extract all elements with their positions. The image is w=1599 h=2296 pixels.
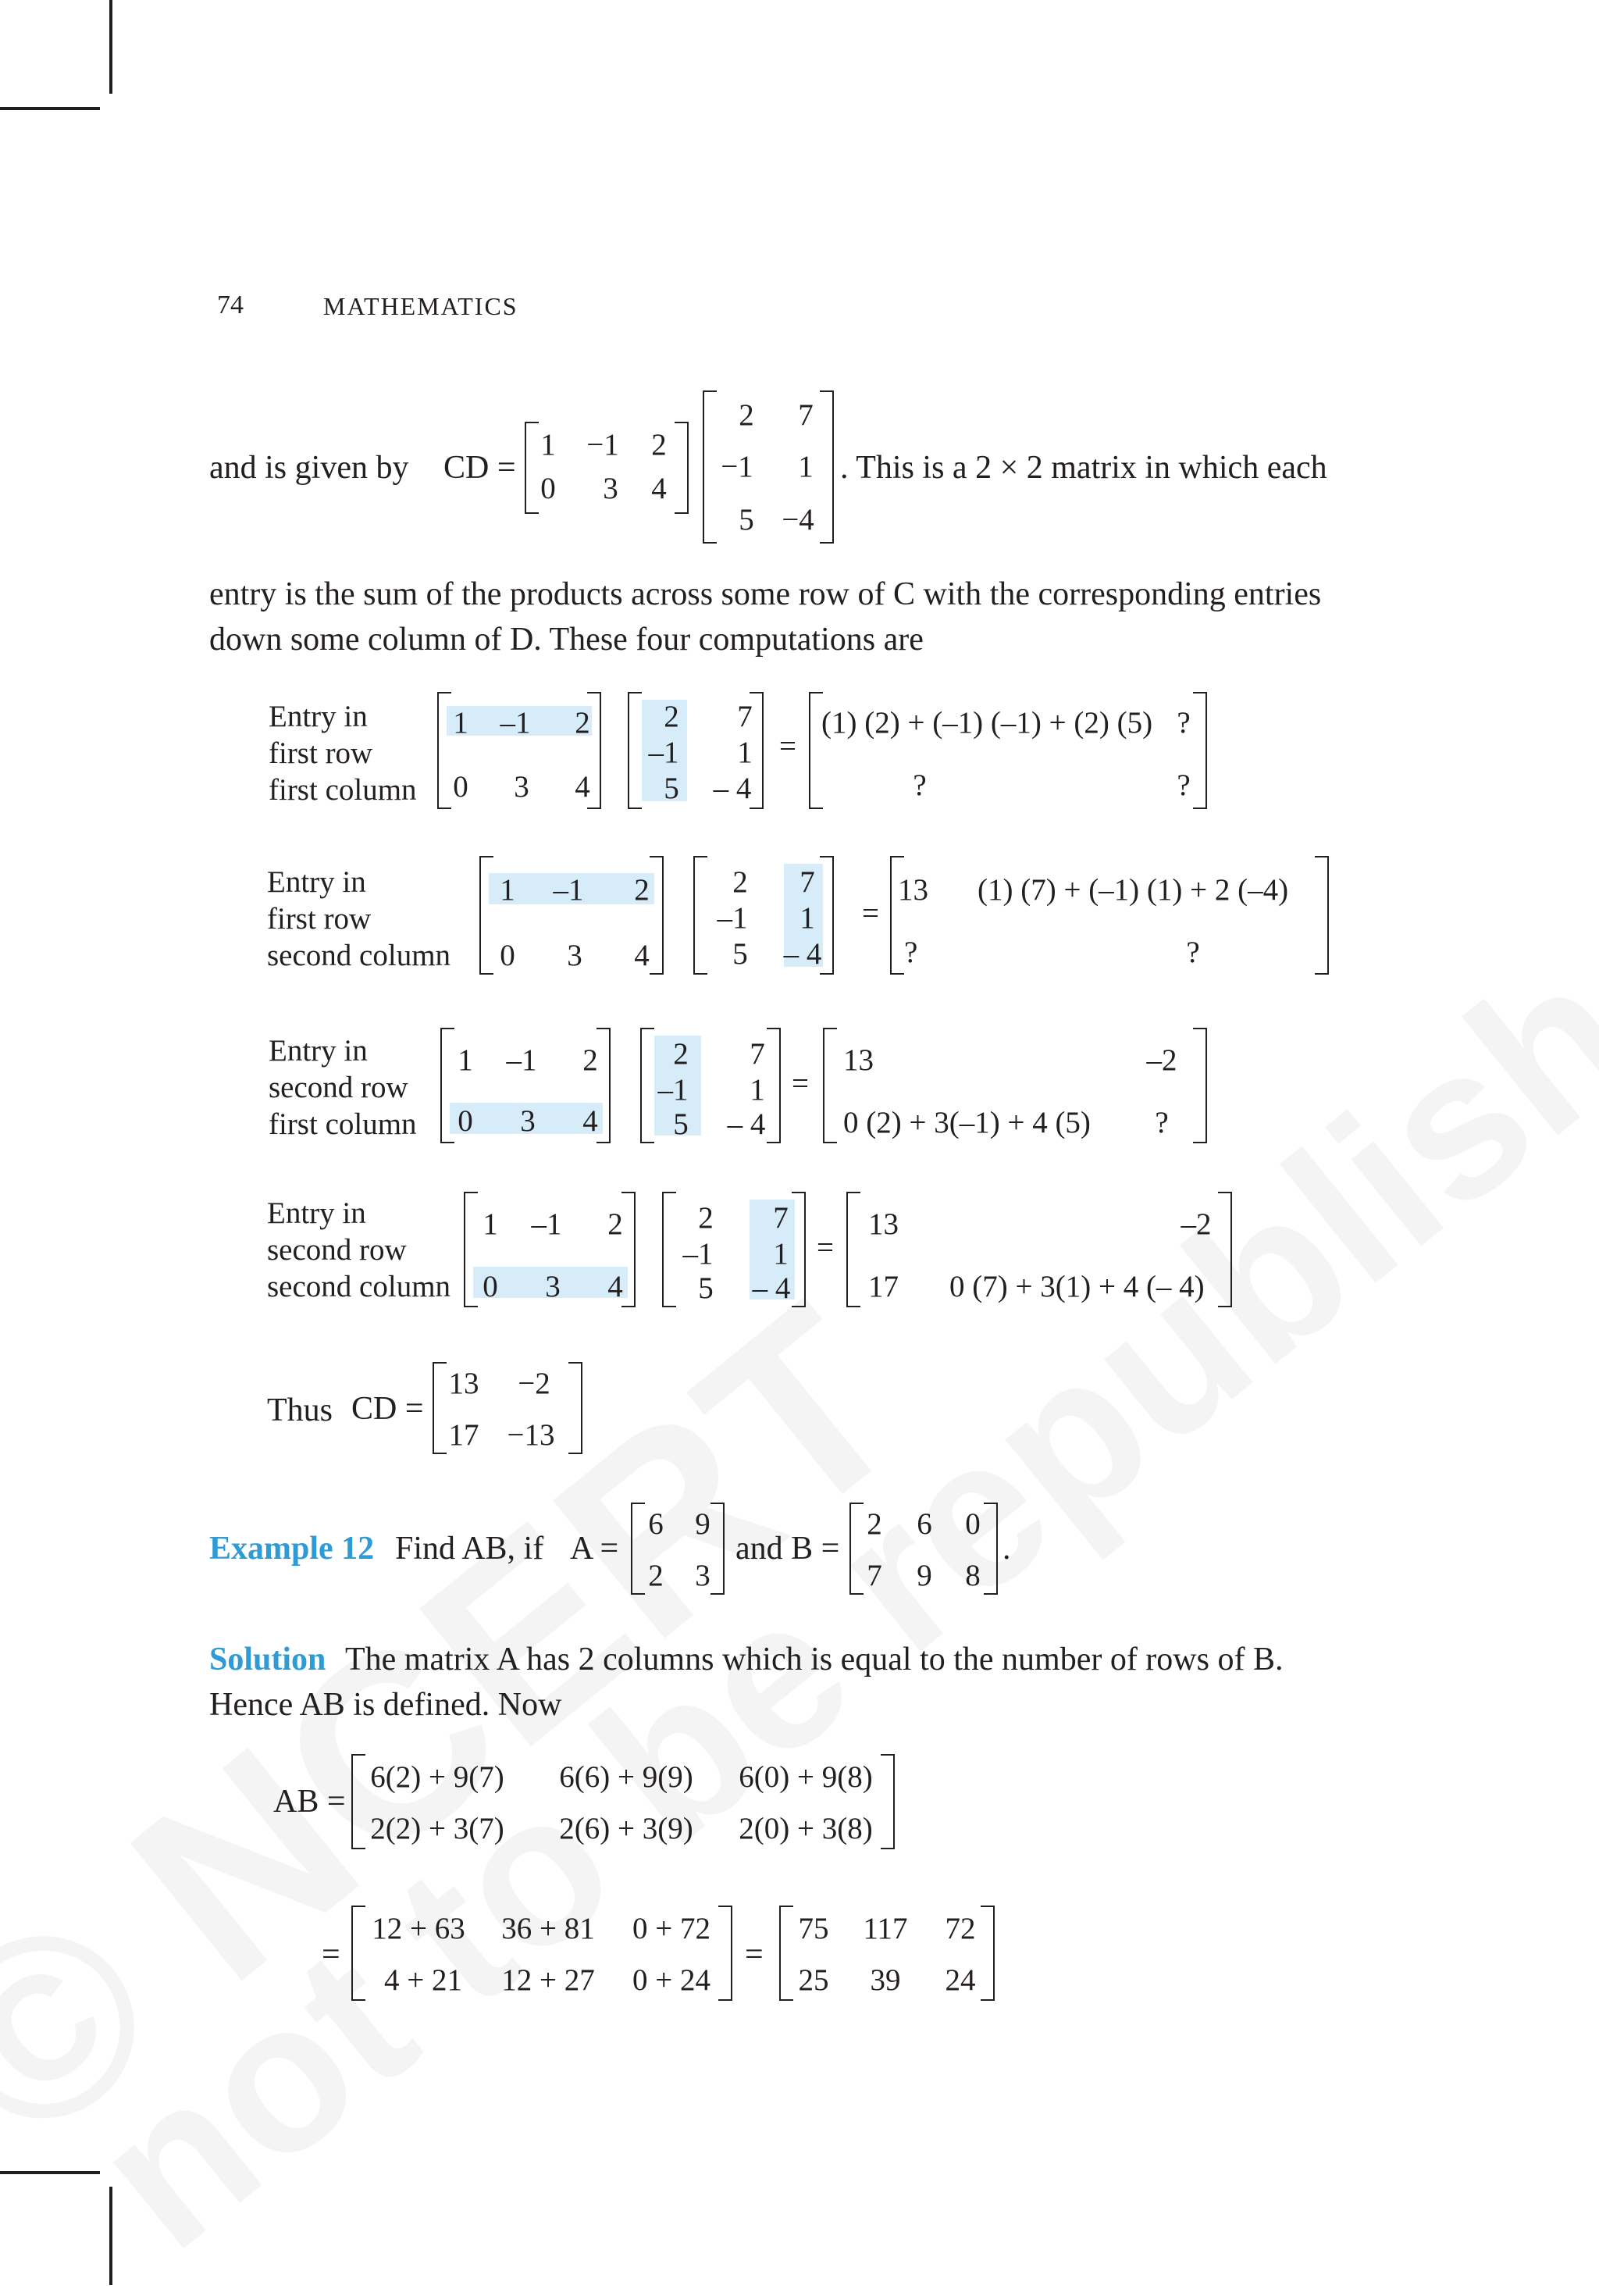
matrix-cell: 5	[698, 1271, 714, 1305]
matrix-cell: 6	[917, 1507, 932, 1541]
matrix-cell: 4 + 21	[384, 1963, 462, 1997]
intro-lead: and is given by	[209, 450, 409, 486]
matrix-cell: 24	[945, 1963, 976, 1997]
matrix-cell: –1	[531, 1207, 562, 1241]
solution-tag: Solution	[209, 1642, 326, 1677]
matrix-d	[640, 1028, 781, 1143]
intro-line3: down some column of D. These four computations are	[209, 622, 924, 658]
matrix-cell: −1	[721, 450, 753, 483]
crop-mark	[0, 2171, 100, 2174]
matrix-cell: 7	[867, 1559, 882, 1592]
crop-mark	[0, 107, 100, 110]
matrix-cell: 13	[868, 1207, 899, 1241]
matrix-cell: 6(0) + 9(8)	[739, 1760, 873, 1794]
cd-label: CD =	[443, 450, 516, 486]
matrix-cell: 1	[483, 1207, 498, 1241]
matrix-cell: – 4	[713, 772, 752, 805]
matrix-cell: (1) (7) + (–1) (1) + 2 (–4)	[978, 873, 1289, 907]
matrix-cell: 2	[607, 1207, 623, 1241]
matrix-cell: 5	[732, 937, 748, 971]
matrix-cell: 2	[651, 428, 667, 462]
matrix-cell: 4	[582, 1104, 598, 1138]
crop-mark	[109, 2187, 112, 2285]
matrix-c	[464, 1192, 636, 1307]
matrix-cell: 0 + 24	[632, 1963, 710, 1997]
solution-line2: Hence AB is defined. Now	[209, 1687, 562, 1723]
matrix-cell: 13	[843, 1043, 874, 1077]
matrix-cell: 1	[798, 450, 814, 483]
matrix-cell: 1	[800, 901, 815, 935]
matrix-cell: −2	[518, 1367, 550, 1400]
matrix-cell: 117	[863, 1912, 908, 1945]
matrix-cell: 39	[870, 1963, 901, 1997]
solution-line1: The matrix A has 2 columns which is equal to the number of rows of B.	[345, 1642, 1284, 1677]
intro-tail: . This is a 2 × 2 matrix in which each	[840, 450, 1327, 486]
matrix-cell: 1	[458, 1043, 473, 1077]
matrix-cell: – 4	[727, 1107, 766, 1141]
crop-mark	[109, 0, 112, 94]
matrix-cell: 9	[917, 1559, 932, 1592]
matrix-cell: ?	[1155, 1106, 1169, 1139]
matrix-cell: 6(2) + 9(7)	[370, 1760, 504, 1794]
matrix-cell: 5	[673, 1107, 689, 1141]
matrix-cd	[433, 1362, 582, 1454]
example-tag: Example 12	[209, 1531, 375, 1567]
a-label: A =	[570, 1531, 619, 1567]
computation-label: Entry in first row first column	[269, 700, 417, 807]
matrix-cell: 2	[648, 1559, 664, 1592]
matrix-cell: 7	[800, 865, 815, 899]
matrix-cell: 7	[737, 700, 753, 733]
matrix-cell: 2(0) + 3(8)	[739, 1812, 873, 1845]
matrix-cell: –1	[500, 706, 531, 740]
intro-line2: entry is the sum of the products across some row of C with the corresponding entries	[209, 576, 1322, 612]
matrix-cell: 3	[695, 1559, 710, 1592]
matrix-cell: 0	[458, 1104, 473, 1138]
computation-label: Entry in second row second column	[267, 1196, 451, 1303]
result-matrix	[846, 1192, 1232, 1307]
matrix-cell: 25	[798, 1963, 829, 1997]
matrix-cell: 36 + 81	[501, 1912, 595, 1945]
matrix-cell: 2	[732, 865, 748, 899]
matrix-c	[437, 692, 601, 809]
matrix-cell: 3	[520, 1104, 536, 1138]
matrix-cell: 8	[965, 1559, 981, 1592]
ab-label: AB =	[273, 1784, 346, 1820]
matrix-result	[779, 1906, 995, 2001]
matrix-cell: 4	[634, 939, 650, 972]
matrix-cell: 4	[607, 1270, 623, 1303]
matrix-cell: 1	[500, 873, 515, 907]
matrix-cell: ?	[1186, 936, 1200, 969]
matrix-cell: 75	[798, 1912, 829, 1945]
equals-sign: =	[779, 729, 796, 763]
matrix-cell: 1	[453, 706, 468, 740]
computation-label: Entry in first row second column	[267, 865, 451, 972]
matrix-cell: 2	[698, 1201, 714, 1235]
matrix-cell: 3	[567, 939, 582, 972]
result-matrix	[809, 692, 1207, 809]
matrix-cell: 0 + 72	[632, 1912, 710, 1945]
matrix-cell: –1	[648, 736, 679, 769]
matrix-cell: 3	[514, 770, 529, 804]
matrix-cell: 13	[448, 1367, 479, 1400]
matrix-cell: 0	[965, 1507, 981, 1541]
matrix-c	[525, 422, 689, 514]
matrix-cell: ?	[1177, 706, 1191, 740]
matrix-cell: 2	[664, 700, 679, 733]
matrix-cell: 3	[603, 472, 618, 505]
and-b-label: and B =	[735, 1531, 840, 1567]
matrix-cell: 7	[750, 1037, 765, 1071]
matrix-cell: ?	[913, 768, 927, 802]
matrix-d	[693, 856, 834, 975]
matrix-cell: 1	[540, 428, 556, 462]
matrix-ab	[351, 1754, 895, 1849]
matrix-cell: 9	[695, 1507, 710, 1541]
matrix-cell: 1	[737, 736, 753, 769]
matrix-cell: 5	[664, 772, 679, 805]
matrix-cell: 2	[575, 706, 590, 740]
matrix-cell: 0	[500, 939, 515, 972]
matrix-cell: 2(6) + 3(9)	[559, 1812, 693, 1845]
matrix-a	[631, 1503, 725, 1595]
matrix-cell: 13	[898, 873, 928, 907]
matrix-cell: ?	[1177, 768, 1191, 802]
matrix-cell: 3	[545, 1270, 561, 1303]
matrix-cell: –1	[682, 1237, 714, 1271]
matrix-c	[479, 856, 664, 975]
matrix-b	[849, 1503, 998, 1595]
thus-label: Thus	[267, 1392, 333, 1428]
page-number: 74	[217, 291, 244, 319]
matrix-cell: –1	[657, 1073, 689, 1107]
example-text: Find AB, if	[395, 1531, 544, 1567]
matrix-cell: 2	[739, 398, 754, 432]
matrix-cell: 2	[634, 873, 650, 907]
matrix-cell: 6(6) + 9(9)	[559, 1760, 693, 1794]
matrix-cell: 4	[651, 472, 667, 505]
matrix-cell: –1	[717, 901, 748, 935]
equals-sign: =	[862, 897, 879, 930]
matrix-c	[440, 1028, 611, 1143]
equals-sign: =	[322, 1937, 340, 1973]
running-header: MATHEMATICS	[323, 292, 518, 320]
matrix-cell: ?	[904, 936, 918, 969]
matrix-cell: 0	[540, 472, 556, 505]
equals-sign: =	[817, 1231, 834, 1264]
watermark	[51, 759, 1599, 2296]
matrix-cell: 12 + 27	[501, 1963, 595, 1997]
matrix-cell: 7	[798, 398, 814, 432]
matrix-cell: 17	[448, 1418, 479, 1452]
matrix-cell: 2(2) + 3(7)	[370, 1812, 504, 1845]
matrix-cell: –2	[1181, 1207, 1212, 1241]
matrix-cell: 1	[750, 1073, 765, 1107]
matrix-cell: −1	[586, 428, 619, 462]
matrix-cell: 2	[867, 1507, 882, 1541]
matrix-cell: 5	[739, 503, 754, 537]
matrix-cell: −13	[507, 1418, 555, 1452]
matrix-cell: – 4	[752, 1271, 791, 1305]
period: .	[1002, 1531, 1011, 1567]
equals-sign: =	[792, 1067, 809, 1100]
matrix-d	[703, 390, 834, 544]
computation-label: Entry in second row first column	[269, 1034, 417, 1141]
matrix-cell: –2	[1146, 1043, 1177, 1077]
matrix-cell: 17	[868, 1270, 899, 1303]
matrix-cell: 6	[648, 1507, 664, 1541]
matrix-cell: −4	[782, 503, 814, 537]
matrix-cell: –1	[553, 873, 584, 907]
matrix-sum	[351, 1906, 732, 2001]
matrix-cell: 2	[673, 1037, 689, 1071]
matrix-cell: 0	[453, 770, 468, 804]
matrix-cell: 2	[582, 1043, 598, 1077]
matrix-cell: (1) (2) + (–1) (–1) + (2) (5)	[821, 706, 1153, 740]
matrix-cell: 0 (2) + 3(–1) + 4 (5)	[843, 1106, 1091, 1139]
matrix-cell: 4	[575, 770, 590, 804]
matrix-cell: 0	[483, 1270, 498, 1303]
matrix-cell: 0 (7) + 3(1) + 4 (– 4)	[949, 1270, 1205, 1303]
matrix-cell: 12 + 63	[372, 1912, 465, 1945]
matrix-d	[628, 692, 764, 809]
matrix-cell: – 4	[783, 937, 822, 971]
result-matrix	[890, 856, 1329, 975]
matrix-d	[662, 1192, 806, 1307]
matrix-cell: 1	[773, 1237, 789, 1271]
matrix-cell: –1	[506, 1043, 537, 1077]
matrix-cell: 72	[945, 1912, 976, 1945]
matrix-cell: 7	[773, 1201, 789, 1235]
result-matrix	[823, 1028, 1207, 1143]
cd-label: CD =	[351, 1391, 424, 1427]
equals-sign: =	[745, 1937, 764, 1973]
